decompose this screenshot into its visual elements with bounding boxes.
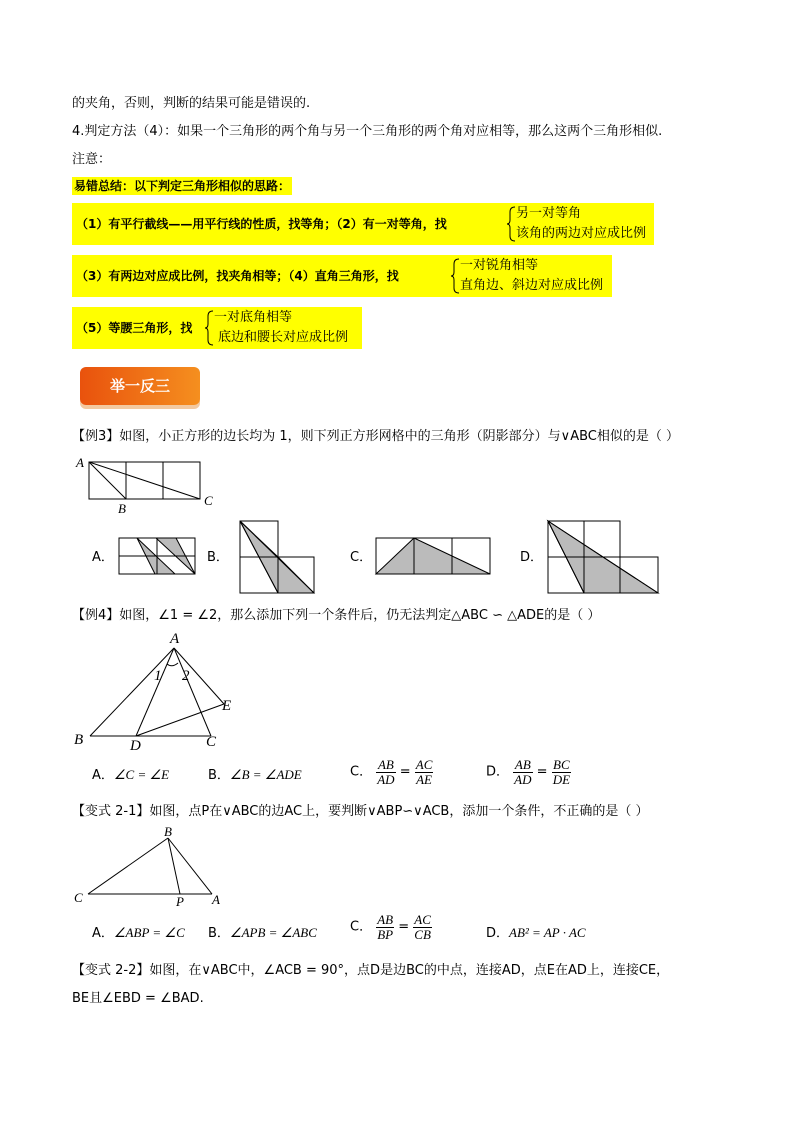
ex3-option-d-figure <box>546 519 662 595</box>
ex4-option-c-label: C． <box>350 764 373 780</box>
ex4-option-a-label: A． <box>92 768 114 783</box>
var22-line-2: BE且∠EBD = ∠BAD. <box>72 991 204 1006</box>
ex3-label-b: B <box>118 501 126 516</box>
summary-row-1-text: （1）有平行截线——用平行线的性质，找等角；（2）有一对等角，找 <box>76 217 447 231</box>
ex4-label-d: D <box>130 738 141 752</box>
ex4-option-b[interactable] <box>208 766 302 785</box>
ex4-option-c[interactable] <box>350 758 433 787</box>
ex4-question: 【例4】如图，∠1 = ∠2，那么添加下列一个条件后，仍无法判定△ABC ∽ △ADE的是（ ） <box>72 608 601 623</box>
ex3-option-b[interactable]: B． <box>207 550 229 565</box>
ex4-option-a-text: ∠C = ∠E <box>113 767 170 782</box>
ex4-option-d[interactable] <box>486 758 571 787</box>
var21-question: 【变式 2-1】如图，点P在∨ABC的边AC上，要判断∨ABP∽∨ACB，添加一个条件，不正确的是（ ） <box>72 804 649 819</box>
var22-line-1: 【变式 2-2】如图，在∨ABC中，∠ACB = 90°，点D是边BC的中点，连接AD，点E在AD上，连接CE， <box>72 963 670 978</box>
ex3-option-b-figure <box>238 519 318 595</box>
var21-option-a[interactable] <box>92 924 185 943</box>
summary-row-3-text: （5）等腰三角形，找 <box>76 321 193 335</box>
ex4-option-d-frac-1: $\frac{AB}{AD}$ <box>514 757 532 787</box>
ex4-option-a[interactable] <box>92 766 169 785</box>
summary-row-2-text: （3）有两边对应成比例，找夹角相等；（4）直角三角形，找 <box>76 269 399 283</box>
ex3-label-a: A <box>76 455 84 470</box>
ex4-option-b-text: ∠B = ∠ADE <box>229 767 302 782</box>
var21-option-b-text: ∠APB = ∠ABC <box>229 925 317 940</box>
ex4-label-e: E <box>222 698 232 714</box>
ex4-option-c-eq: = <box>399 764 411 780</box>
ex4-option-c-frac-1: $\frac{AB}{AD}$ <box>377 757 395 787</box>
var21-label-c: C <box>74 890 83 905</box>
summary-row-1-a: 另一对等角 <box>516 206 582 221</box>
ex3-option-d[interactable]: D． <box>520 550 544 565</box>
ex4-option-d-label: D． <box>486 764 510 780</box>
ex4-label-1: 1 <box>154 668 162 684</box>
summary-row-2-b: 直角边、斜边对应成比例 <box>460 278 604 293</box>
intro-line-2: 4.判定方法（4）：如果一个三角形的两个角与另一个三角形的两个角对应相等，那么这两个三角形相似. <box>72 124 663 139</box>
summary-row-1-b: 该角的两边对应成比例 <box>516 226 647 241</box>
var21-label-b: B <box>164 826 172 839</box>
var21-option-b[interactable] <box>208 924 317 943</box>
ex4-label-b: B <box>74 732 84 748</box>
var21-figure <box>72 826 232 908</box>
var21-option-c-frac-2: $\frac{AC}{CB}$ <box>414 912 431 942</box>
intro-line-1: 的夹角，否则，判断的结果可能是错误的. <box>72 96 311 111</box>
brace-1 <box>506 206 516 242</box>
ex4-option-d-eq: = <box>536 764 548 780</box>
var21-option-a-text: ∠ABP = ∠C <box>113 925 185 940</box>
ex4-option-b-label: B． <box>208 768 230 783</box>
summary-row-2-a: 一对锐角相等 <box>460 258 539 273</box>
var21-option-c-frac-1: $\frac{AB}{BP}$ <box>377 912 394 942</box>
note-label: 注意： <box>72 152 112 167</box>
ex4-label-2: 2 <box>182 668 190 684</box>
var21-option-d-text: AB² = AP · AC <box>509 925 586 940</box>
summary-row-3-b: 底边和腰长对应成比例 <box>218 330 349 345</box>
section-banner: 举一反三 <box>80 367 200 405</box>
brace-3 <box>204 310 214 346</box>
var21-option-d[interactable] <box>486 924 586 943</box>
ex3-option-c-figure <box>374 536 494 578</box>
ex4-figure <box>72 628 252 752</box>
ex3-question: 【例3】如图，小正方形的边长均为 1，则下列正方形网格中的三角形（阴影部分）与∨ABC相似的是（ ） <box>72 429 679 444</box>
var21-label-p: P <box>176 894 184 908</box>
var21-option-b-label: B． <box>208 926 230 941</box>
var21-label-a: A <box>212 892 220 907</box>
var21-option-c[interactable] <box>350 913 432 942</box>
var21-option-d-label: D． <box>486 926 510 941</box>
ex3-option-a-figure <box>118 536 198 576</box>
var21-option-c-eq: = <box>398 919 410 935</box>
var21-option-a-label: A． <box>92 926 114 941</box>
ex3-option-c[interactable]: C． <box>350 550 373 565</box>
ex4-label-a: A <box>170 631 180 647</box>
summary-row-3-a: 一对底角相等 <box>214 310 293 325</box>
summary-title: 易错总结：以下判定三角形相似的思路： <box>74 179 291 193</box>
ex3-option-a[interactable]: A． <box>92 550 114 565</box>
var21-option-c-label: C． <box>350 919 373 935</box>
ex4-label-c: C <box>206 734 217 750</box>
ex4-option-d-frac-2: $\frac{BC}{DE}$ <box>552 757 571 787</box>
ex3-main-figure <box>72 452 222 516</box>
ex4-option-c-frac-2: $\frac{AC}{AE}$ <box>415 757 433 787</box>
brace-2 <box>450 258 460 294</box>
ex3-label-c: C <box>204 493 213 508</box>
